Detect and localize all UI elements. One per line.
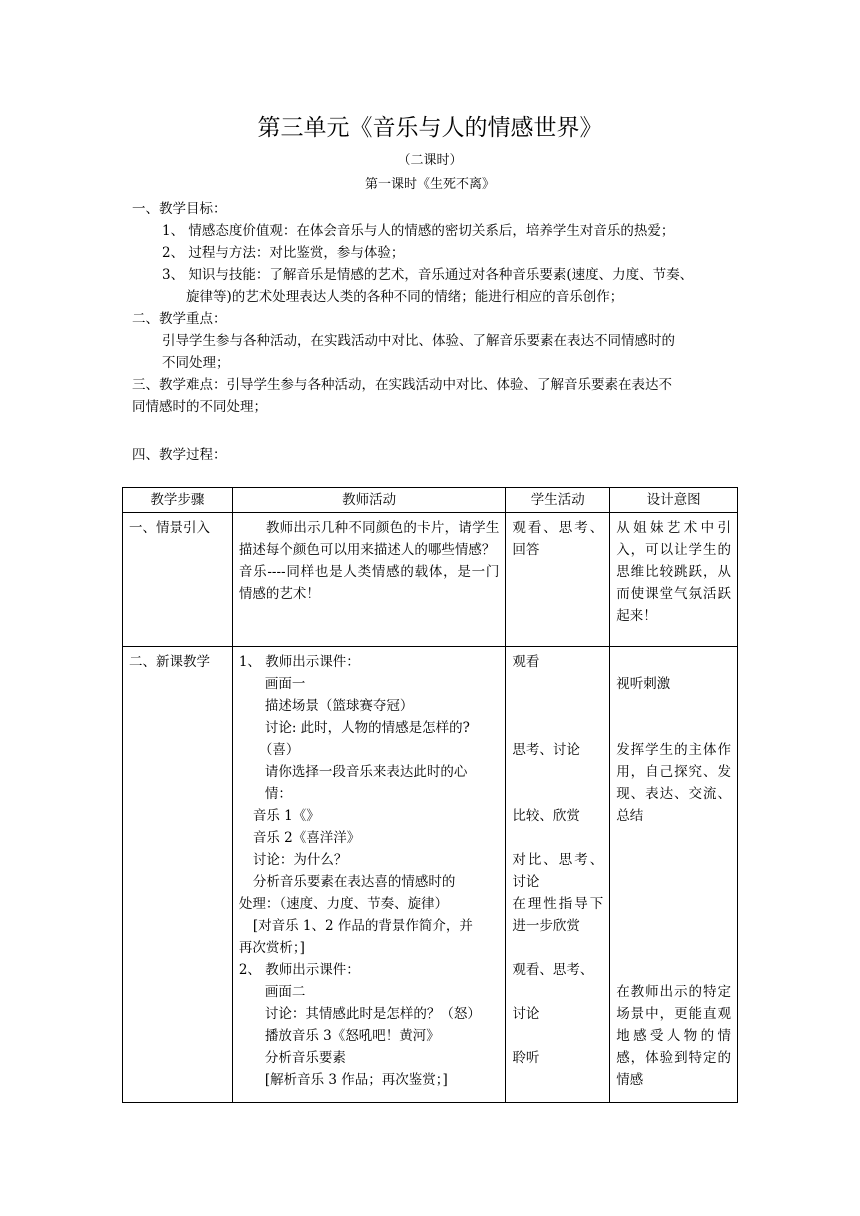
process-heading: 四、教学过程： — [132, 447, 227, 463]
teacher-line: [对音乐 1、2 作品的背景作简介，并 — [252, 918, 473, 934]
header-teacher: 教师活动 — [232, 488, 506, 513]
student-text: 讨论 — [512, 1006, 540, 1022]
student-text: 比较、欣赏 — [512, 808, 580, 824]
lesson-title: 第一课时《生死不离》 — [364, 177, 495, 192]
difficulty-line-1: 三、教学难点：引导学生参与各种活动，在实践活动中对比、体验、了解音乐要素在表达不 — [132, 377, 672, 393]
teacher-line: 分析音乐要素 — [264, 1050, 346, 1066]
row1-step — [123, 513, 233, 647]
teacher-line: 1、 教师出示课件： — [238, 654, 360, 670]
row2-step-text: 二、新课教学 — [129, 654, 210, 670]
row2-step — [123, 647, 233, 1103]
intent-text: 在教师出示的特定场景中，更能直观地感受人物的情感，体验到特定的情感 — [616, 984, 731, 1088]
row1-student-text: 观看、思考、回答 — [512, 520, 604, 558]
teacher-line: 讨论: 此时，人物的情感是怎样的? — [264, 720, 470, 736]
key-line-2: 不同处理； — [162, 355, 230, 371]
row2-intent — [610, 647, 738, 1103]
student-text: 聆听 — [512, 1050, 540, 1066]
teacher-line: 音乐 2《喜洋洋》 — [252, 830, 361, 846]
teacher-line: 分析音乐要素在表达喜的情感时的 — [252, 874, 456, 890]
row2-teacher — [232, 647, 506, 1103]
teacher-line: 描述场景（篮球赛夺冠） — [264, 698, 414, 714]
lesson-process-table — [122, 487, 738, 1103]
teacher-line: 处理：（速度、力度、节奏、旋律） — [238, 896, 449, 912]
teacher-line: 再次赏析；] — [238, 940, 305, 956]
intent-text: 视听刺激 — [616, 676, 671, 692]
student-text: 在理性指导下进一步欣赏 — [512, 896, 604, 934]
table-row — [123, 513, 738, 647]
key-line-1: 引导学生参与各种活动，在实践活动中对比、体验、了解音乐要素在表达不同情感时的 — [162, 333, 675, 349]
teacher-line: （喜） — [258, 742, 300, 758]
difficulty-line-2: 同情感时的不同处理； — [132, 399, 267, 415]
goal-2: 2、 过程与方法：对比鉴赏，参与体验； — [162, 245, 405, 261]
teacher-line: 情： — [264, 786, 292, 802]
table-row — [123, 647, 738, 1103]
row2-student — [506, 647, 610, 1103]
row1-step-text: 一、情景引入 — [129, 520, 210, 536]
teacher-line: 播放音乐 3《怒吼吧！黄河》 — [264, 1028, 440, 1044]
student-text: 观看、思考、 — [512, 962, 594, 978]
header-student: 学生活动 — [506, 488, 610, 513]
page-subtitle: （二课时） — [397, 153, 463, 168]
student-text: 思考、讨论 — [512, 742, 580, 758]
goal-3-line-1: 3、 知识与技能：了解音乐是情感的艺术，音乐通过对各种音乐要素(速度、力度、节奏、 — [162, 267, 694, 283]
header-step: 教学步骤 — [123, 488, 233, 513]
row1-teacher — [232, 513, 506, 647]
goal-heading: 一、教学目标： — [132, 201, 227, 217]
row1-student — [506, 513, 610, 647]
student-text: 对比、思考、讨论 — [512, 852, 604, 890]
teacher-line: 讨论：其情感此时是怎样的？（怒） — [264, 1006, 481, 1022]
intent-text: 发挥学生的主体作用，自己探究、发现、表达、交流、总结 — [616, 742, 731, 824]
teacher-line: 画面一 — [264, 676, 306, 692]
page-title: 第三单元《音乐与人的情感世界》 — [257, 115, 603, 141]
goal-3-line-2: 旋律等)的艺术处理表达人类的各种不同的情绪；能进行相应的音乐创作； — [186, 289, 624, 305]
table-header-row — [123, 488, 738, 513]
teacher-line: 讨论：为什么？ — [252, 852, 348, 868]
teacher-line: [解析音乐 3 作品；再次鉴赏；] — [264, 1072, 448, 1088]
teacher-line: 请你选择一段音乐来表达此时的心 — [264, 764, 468, 780]
header-intent: 设计意图 — [610, 488, 738, 513]
goal-1: 1、 情感态度价值观：在体会音乐与人的情感的密切关系后，培养学生对音乐的热爱； — [162, 223, 675, 239]
key-heading: 二、教学重点： — [132, 311, 227, 327]
teacher-line: 画面二 — [264, 984, 306, 1000]
row1-teacher-text-2: 音乐----同样也是人类情感的载体，是一门情感的艺术！ — [238, 564, 500, 602]
row1-teacher-text-1: 教师出示几种不同颜色的卡片，请学生描述每个颜色可以用来描述人的哪些情感？ — [238, 520, 500, 558]
teacher-line: 音乐 1《》 — [252, 808, 320, 824]
teacher-line: 2、 教师出示课件： — [238, 962, 360, 978]
student-text: 观看 — [512, 654, 540, 670]
row1-intent-text: 从姐妹艺术中引入，可以让学生的思维比较跳跃，从而使课堂气氛活跃起来！ — [616, 520, 731, 624]
row1-intent — [610, 513, 738, 647]
